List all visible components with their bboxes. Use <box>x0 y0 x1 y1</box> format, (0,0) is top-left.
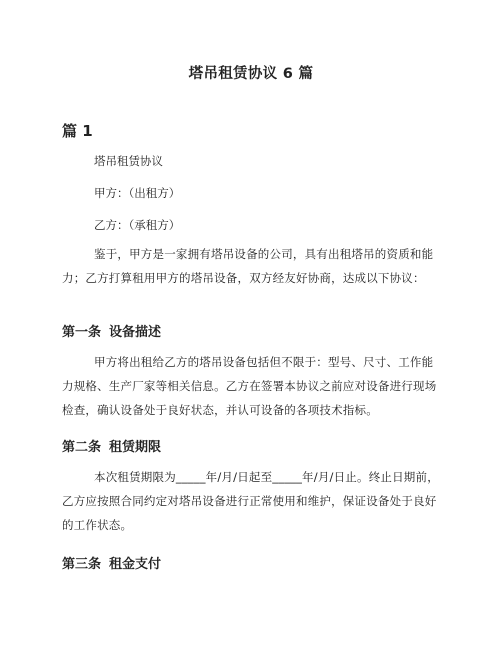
article-3-number: 第三条 <box>62 557 102 572</box>
party-a-line: 甲方：（出租方） <box>94 186 181 200</box>
article-1-number: 第一条 <box>62 325 102 340</box>
article-2-title: 租赁期限 <box>109 440 162 455</box>
article-1-title: 设备描述 <box>109 325 162 340</box>
document-title: 塔吊租赁协议 6 篇 <box>188 66 314 82</box>
article-1-body: 甲方将出租给乙方的塔吊设备包括但不限于：型号、尺寸、工作能力规格、生产厂家等相关信息。乙方在签署本协议之前应对设备进行现场检查，确认设备处于良好状态，并认可设备的各项技术指标。 <box>62 355 437 417</box>
article-2-heading <box>62 436 161 455</box>
party-b-line: 乙方：（承租方） <box>94 218 181 232</box>
contract-name: 塔吊租赁协议 <box>94 154 163 168</box>
article-1-heading <box>62 321 161 340</box>
article-3-title: 租金支付 <box>109 557 162 572</box>
preamble-paragraph: 鉴于，甲方是一家拥有塔吊设备的公司，具有出租塔吊的资质和能力；乙方打算租用甲方的塔吊设备，双方经友好协商，达成以下协议： <box>62 247 434 285</box>
article-2-number: 第二条 <box>62 440 102 455</box>
part-heading: 篇 1 <box>62 122 93 140</box>
article-3-heading <box>62 553 161 572</box>
article-2-body: 本次租赁期限为_____年/月/日起至_____年/月/日止。终止日期前，乙方应按照合同约定对塔吊设备进行正常使用和维护，保证设备处于良好的工作状态。 <box>62 470 439 532</box>
